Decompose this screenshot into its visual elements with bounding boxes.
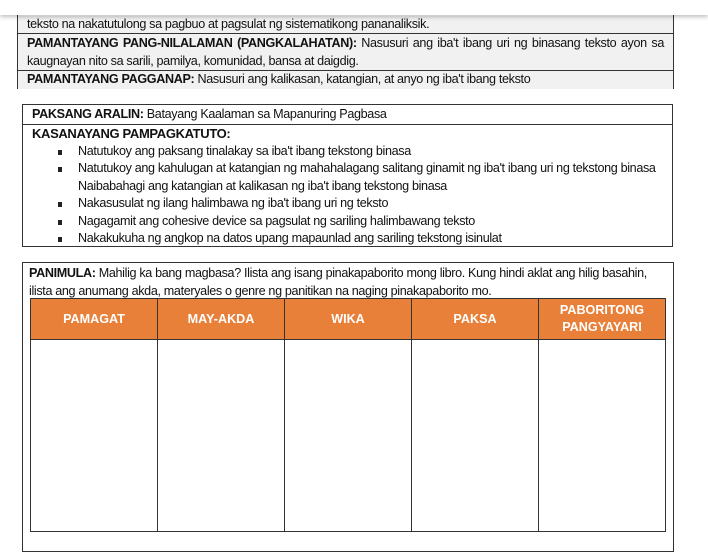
skills-list bbox=[29, 143, 672, 248]
skill-item: Nakakukuha ng angkop na datos upang mapaunlad ang sariling tekstong isinulat bbox=[29, 230, 672, 248]
skill-item: Natutukoy ang paksang tinalakay sa iba't ibang tekstong binasa bbox=[29, 143, 672, 161]
performance-standard bbox=[18, 70, 673, 89]
skills-section bbox=[23, 124, 672, 248]
table-header-row bbox=[31, 299, 666, 340]
lesson-topic bbox=[23, 106, 672, 124]
performance-standard-text: Nasusuri ang kalikasan, katangian, at anyo ng iba't ibang teksto bbox=[197, 72, 531, 86]
performance-standard-label: PAMANTAYANG PAGGANAP: bbox=[27, 72, 195, 86]
content-standard-text: Nasusuri ang iba't ibang uri ng binasang teksto ayon sa kaugnayan nito sa sarili, pamilya, komunidad, bansa at daigdig. bbox=[27, 36, 664, 68]
cell-wika[interactable] bbox=[285, 340, 412, 532]
cell-pamagat[interactable] bbox=[31, 340, 158, 532]
standards-continuation: teksto na nakatutulong sa pagbuo at pagsulat ng sistematikong pananaliksik. bbox=[18, 16, 673, 33]
intro-label: PANIMULA: bbox=[29, 266, 96, 280]
cell-paboritong-pangyayari[interactable] bbox=[539, 340, 666, 532]
header-paboritong-pangyayari: PABORITONG PANGYAYARI bbox=[539, 299, 666, 340]
skills-label: KASANAYANG PAMPAGKATUTO: bbox=[32, 126, 231, 141]
skill-item: Nakasusulat ng ilang halimbawa ng iba't ibang uri ng teksto bbox=[29, 195, 672, 213]
skill-item: Nagagamit ang cohesive device sa pagsulat ng sariling halimbawang teksto bbox=[29, 213, 672, 231]
standards-box bbox=[17, 10, 674, 89]
lesson-box bbox=[22, 104, 673, 247]
cell-may-akda[interactable] bbox=[158, 340, 285, 532]
intro-text bbox=[23, 265, 673, 300]
favorites-table bbox=[30, 298, 666, 532]
content-standard-label: PAMANTAYANG PANG-NILALAMAN (PANGKALAHATAN): bbox=[27, 36, 357, 50]
lesson-topic-label: PAKSANG ARALIN: bbox=[32, 107, 144, 121]
top-edge bbox=[0, 0, 708, 15]
skill-item: Natutukoy ang kahulugan at katangian ng mahahalagang salitang ginamit ng iba't ibang uri ng tekstong binasa Naibabahagi ang katangian at kalikasan ng iba't ibang tekstong binasa bbox=[29, 160, 672, 195]
header-may-akda: MAY-AKDA bbox=[158, 299, 285, 340]
lesson-topic-text: Batayang Kaalaman sa Mapanuring Pagbasa bbox=[146, 107, 387, 121]
content-standard bbox=[18, 33, 673, 71]
cell-paksa[interactable] bbox=[412, 340, 539, 532]
table-row bbox=[31, 340, 666, 532]
intro-body: Mahilig ka bang magbasa? Ilista ang isang pinakapaborito mong libro. Kung hindi aklat ang hilig basahin, ilista ang anumang akda, materyales o genre ng panitikan na naging pinakapaborito mo. bbox=[29, 266, 647, 298]
header-paksa: PAKSA bbox=[412, 299, 539, 340]
header-pamagat: PAMAGAT bbox=[31, 299, 158, 340]
header-wika: WIKA bbox=[285, 299, 412, 340]
